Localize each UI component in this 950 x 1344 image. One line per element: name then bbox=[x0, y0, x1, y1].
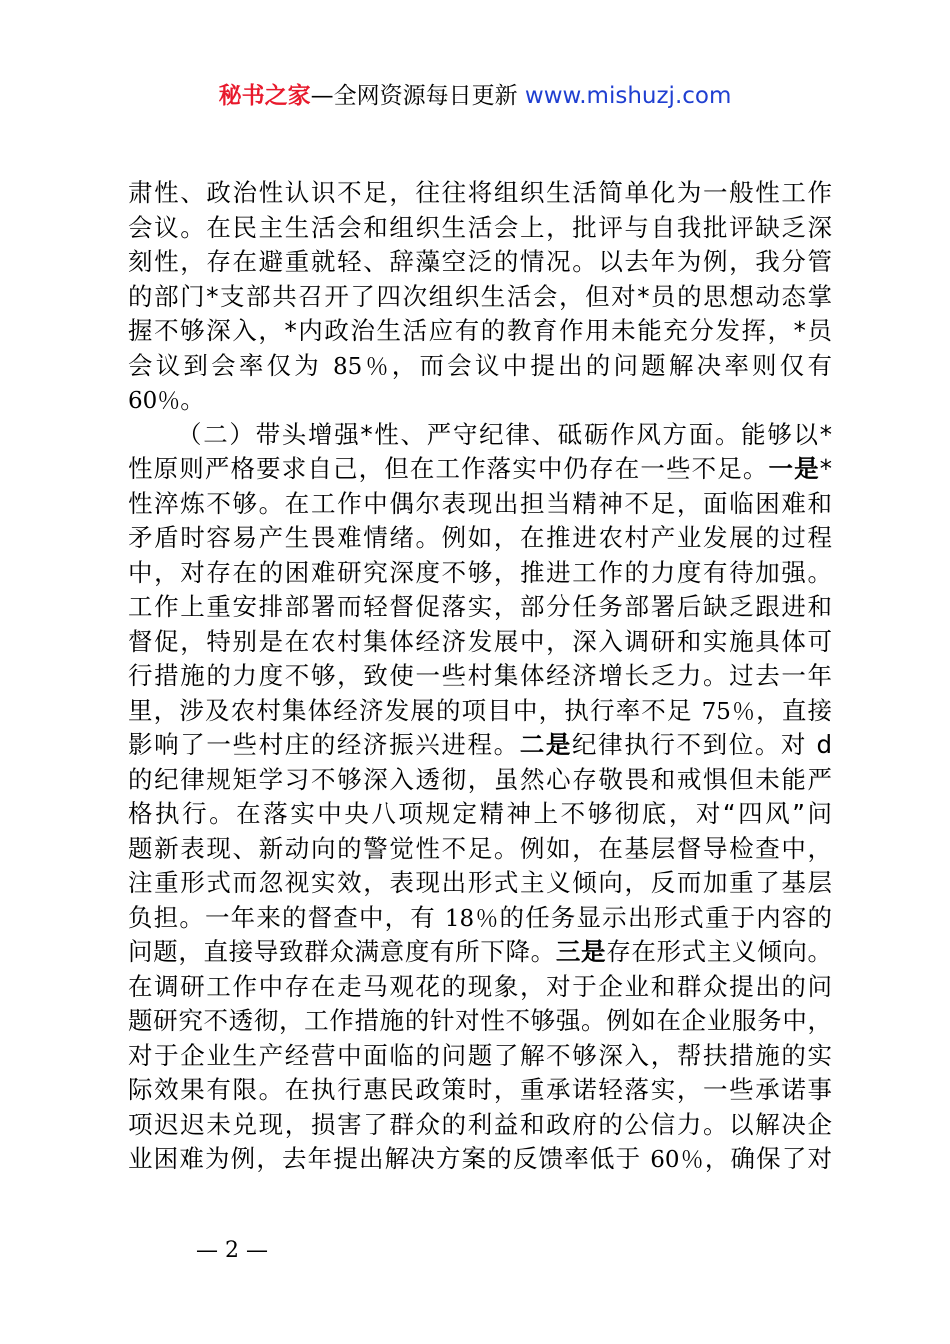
text-line: 影响了一些村庄的经济振兴进程。二是纪律执行不到位。对 d bbox=[128, 730, 833, 759]
text-line: 会议。在民主生活会和组织生活会上，批评与自我批评缺乏深 bbox=[128, 212, 832, 242]
site-header bbox=[0, 80, 950, 112]
text-line: 握不够深入，*内政治生活应有的教育作用未能充分发挥，*员 bbox=[128, 316, 832, 345]
text-line: 在调研工作中存在走马观花的现象，对于企业和群众提出的问 bbox=[128, 971, 832, 1001]
text-line: 题研究不透彻，工作措施的针对性不够强。例如在企业服务中， bbox=[128, 1006, 832, 1035]
document-body bbox=[128, 176, 832, 1177]
text-line: 注重形式而忽视实效，表现出形式主义倾向，反而加重了基层 bbox=[128, 868, 832, 897]
text-line: 60％。 bbox=[128, 385, 205, 414]
text-line: 业困难为例，去年提出解决方案的反馈率低于 60％，确保了对 bbox=[128, 1144, 832, 1173]
text-line: 负担。一年来的督查中，有 18％的任务显示出形式重于内容的 bbox=[128, 902, 832, 932]
text-line: 性原则严格要求自己，但在工作落实中仍存在一些不足。一是* bbox=[128, 454, 833, 483]
header-tagline: —全网资源每日更新 bbox=[310, 83, 518, 109]
text-line: 格执行。在落实中央八项规定精神上不够彻底，对“四风”问 bbox=[128, 799, 832, 828]
percentage-value: 75％ bbox=[701, 698, 757, 725]
text-line: 问题，直接导致群众满意度有所下降。三是存在形式主义倾向。 bbox=[128, 937, 833, 966]
text-line: 际效果有限。在执行惠民政策时，重承诺轻落实，一些承诺事 bbox=[128, 1075, 832, 1104]
text-line: 项迟迟未兑现，损害了群众的利益和政府的公信力。以解决企 bbox=[128, 1109, 832, 1139]
percentage-value: 18％ bbox=[444, 905, 500, 932]
brand-name: 秘书之家 bbox=[218, 83, 311, 109]
page-number: — 2 — bbox=[196, 1238, 268, 1263]
text-line: 矛盾时容易产生畏难情绪。例如，在推进农村产业发展的过程 bbox=[128, 523, 832, 552]
section-heading-line: （二）带头增强*性、严守纪律、砥砺作风方面。能够以* bbox=[177, 419, 832, 449]
text-line: 题新表现、新动向的警觉性不足。例如，在基层督导检查中， bbox=[128, 833, 832, 863]
point-marker-three: 三是 bbox=[555, 937, 607, 966]
text-line: 肃性、政治性认识不足，往往将组织生活简单化为一般性工作 bbox=[128, 178, 832, 207]
text-line: 性淬炼不够。在工作中偶尔表现出担当精神不足，面临困难和 bbox=[128, 488, 832, 518]
text-line: 中，对存在的困难研究深度不够，推进工作的力度有待加强。 bbox=[128, 557, 832, 587]
text-line: 刻性，存在避重就轻、辞藻空泛的情况。以去年为例，我分管 bbox=[128, 247, 832, 276]
text-line: 会议到会率仅为 85％，而会议中提出的问题解决率则仅有 bbox=[128, 350, 832, 380]
site-url-link[interactable]: www.mishuzj.com bbox=[524, 83, 732, 109]
point-marker-two: 二是 bbox=[519, 730, 572, 759]
text-line: 工作上重安排部署而轻督促落实，部分任务部署后缺乏跟进和 bbox=[128, 592, 832, 621]
text-line: 的部门*支部共召开了四次组织生活会，但对*员的思想动态掌 bbox=[128, 281, 832, 311]
percentage-value: 60％ bbox=[128, 388, 181, 414]
text-line: 行措施的力度不够，致使一些村集体经济增长乏力。过去一年 bbox=[128, 661, 832, 690]
percentage-value: 85％ bbox=[333, 353, 392, 380]
text-line: 里，涉及农村集体经济发展的项目中，执行率不足 75％，直接 bbox=[128, 695, 832, 725]
percentage-value: 60％ bbox=[650, 1147, 705, 1173]
text-line: 督促，特别是在农村集体经济发展中，深入调研和实施具体可 bbox=[128, 626, 832, 656]
point-marker-one: 一是 bbox=[768, 454, 820, 483]
text-line: 的纪律规矩学习不够深入透彻，虽然心存敬畏和戒惧但未能严 bbox=[128, 764, 832, 794]
text-line: 对于企业生产经营中面临的问题了解不够深入，帮扶措施的实 bbox=[128, 1040, 832, 1070]
